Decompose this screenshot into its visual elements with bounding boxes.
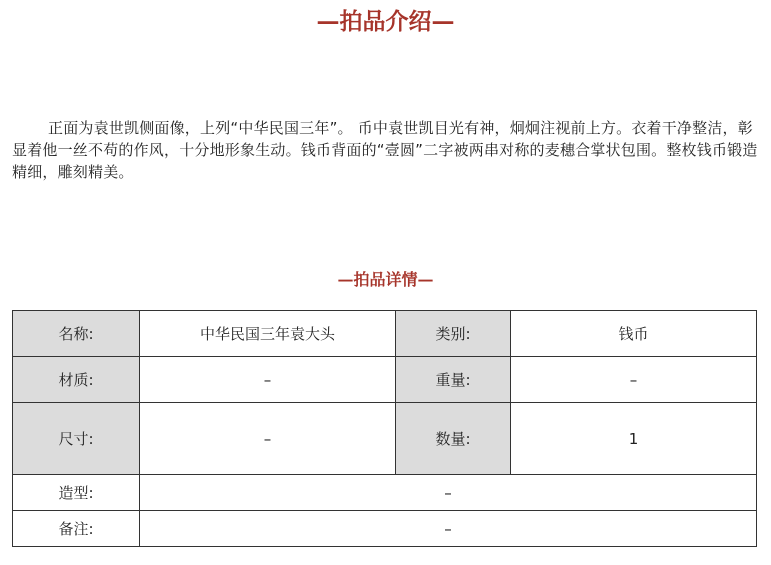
weight-value: – <box>511 357 757 403</box>
item-description: 正面为袁世凯侧面像，上列“中华民国三年”。 币中袁世凯目光有神，炯炯注视前上方。衣着干净整洁，彰显着他一丝不苟的作风，十分地形象生动。钱币背面的“壹圆”二字被两串对称的麦穗合掌状包围。整枚钱币锻造精细，雕刻精美。 <box>12 119 758 181</box>
weight-label: 重量: <box>396 357 511 403</box>
size-label: 尺寸: <box>13 403 140 475</box>
name-label: 名称: <box>13 311 140 357</box>
category-label: 类别: <box>396 311 511 357</box>
remark-value: – <box>140 511 757 547</box>
table-row <box>13 511 757 547</box>
category-value: 钱币 <box>511 311 757 357</box>
table-row <box>13 475 757 511</box>
page-title: —拍品介绍— <box>316 8 455 35</box>
shape-value: – <box>140 475 757 511</box>
table-row <box>13 311 757 357</box>
quantity-label: 数量: <box>396 403 511 475</box>
table-row <box>13 357 757 403</box>
remark-label: 备注: <box>13 511 140 547</box>
size-value: – <box>140 403 396 475</box>
material-value: – <box>140 357 396 403</box>
details-table <box>12 310 757 547</box>
name-value: 中华民国三年袁大头 <box>140 311 396 357</box>
details-title: —拍品详情— <box>337 270 434 289</box>
quantity-value: 1 <box>511 403 757 475</box>
shape-label: 造型: <box>13 475 140 511</box>
table-row <box>13 403 757 475</box>
material-label: 材质: <box>13 357 140 403</box>
